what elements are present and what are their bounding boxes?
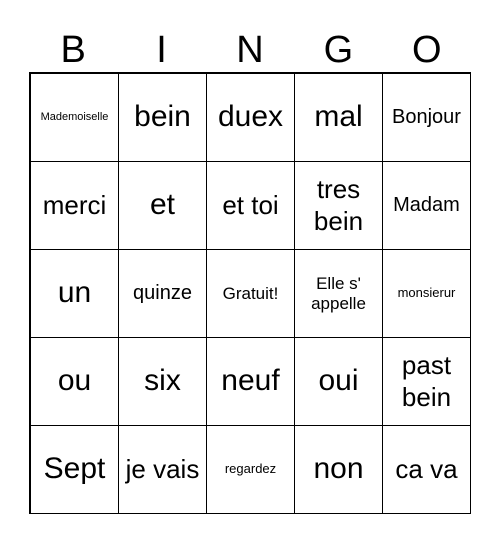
bingo-cell[interactable]: past bein: [382, 337, 471, 426]
bingo-cell[interactable]: un: [30, 249, 119, 338]
bingo-header: [29, 28, 471, 72]
bingo-cell[interactable]: Gratuit!: [206, 249, 295, 338]
bingo-cell[interactable]: Elle s' appelle: [294, 249, 383, 338]
header-letter-g: G: [323, 29, 354, 71]
bingo-cell[interactable]: quinze: [118, 249, 207, 338]
bingo-cell[interactable]: ou: [30, 337, 119, 426]
bingo-cell[interactable]: Madam: [382, 161, 471, 250]
bingo-cell[interactable]: duex: [206, 73, 295, 162]
header-letter-o: O: [411, 29, 442, 71]
bingo-cell[interactable]: monsierur: [382, 249, 471, 338]
bingo-cell[interactable]: bein: [118, 73, 207, 162]
header-letter-i: I: [156, 29, 167, 71]
bingo-board: [29, 72, 471, 514]
bingo-cell[interactable]: et: [118, 161, 207, 250]
bingo-cell[interactable]: Bonjour: [382, 73, 471, 162]
bingo-cell[interactable]: mal: [294, 73, 383, 162]
bingo-cell[interactable]: regardez: [206, 425, 295, 514]
bingo-cell[interactable]: ca va: [382, 425, 471, 514]
header-letter-n: N: [236, 29, 264, 71]
bingo-cell[interactable]: neuf: [206, 337, 295, 426]
header-letter-b: B: [60, 29, 86, 71]
bingo-cell[interactable]: merci: [30, 161, 119, 250]
bingo-cell[interactable]: Mademoiselle: [30, 73, 119, 162]
bingo-cell[interactable]: tres bein: [294, 161, 383, 250]
bingo-cell[interactable]: Sept: [30, 425, 119, 514]
bingo-cell[interactable]: six: [118, 337, 207, 426]
bingo-cell[interactable]: et toi: [206, 161, 295, 250]
bingo-cell[interactable]: je vais: [118, 425, 207, 514]
bingo-cell[interactable]: oui: [294, 337, 383, 426]
bingo-cell[interactable]: non: [294, 425, 383, 514]
